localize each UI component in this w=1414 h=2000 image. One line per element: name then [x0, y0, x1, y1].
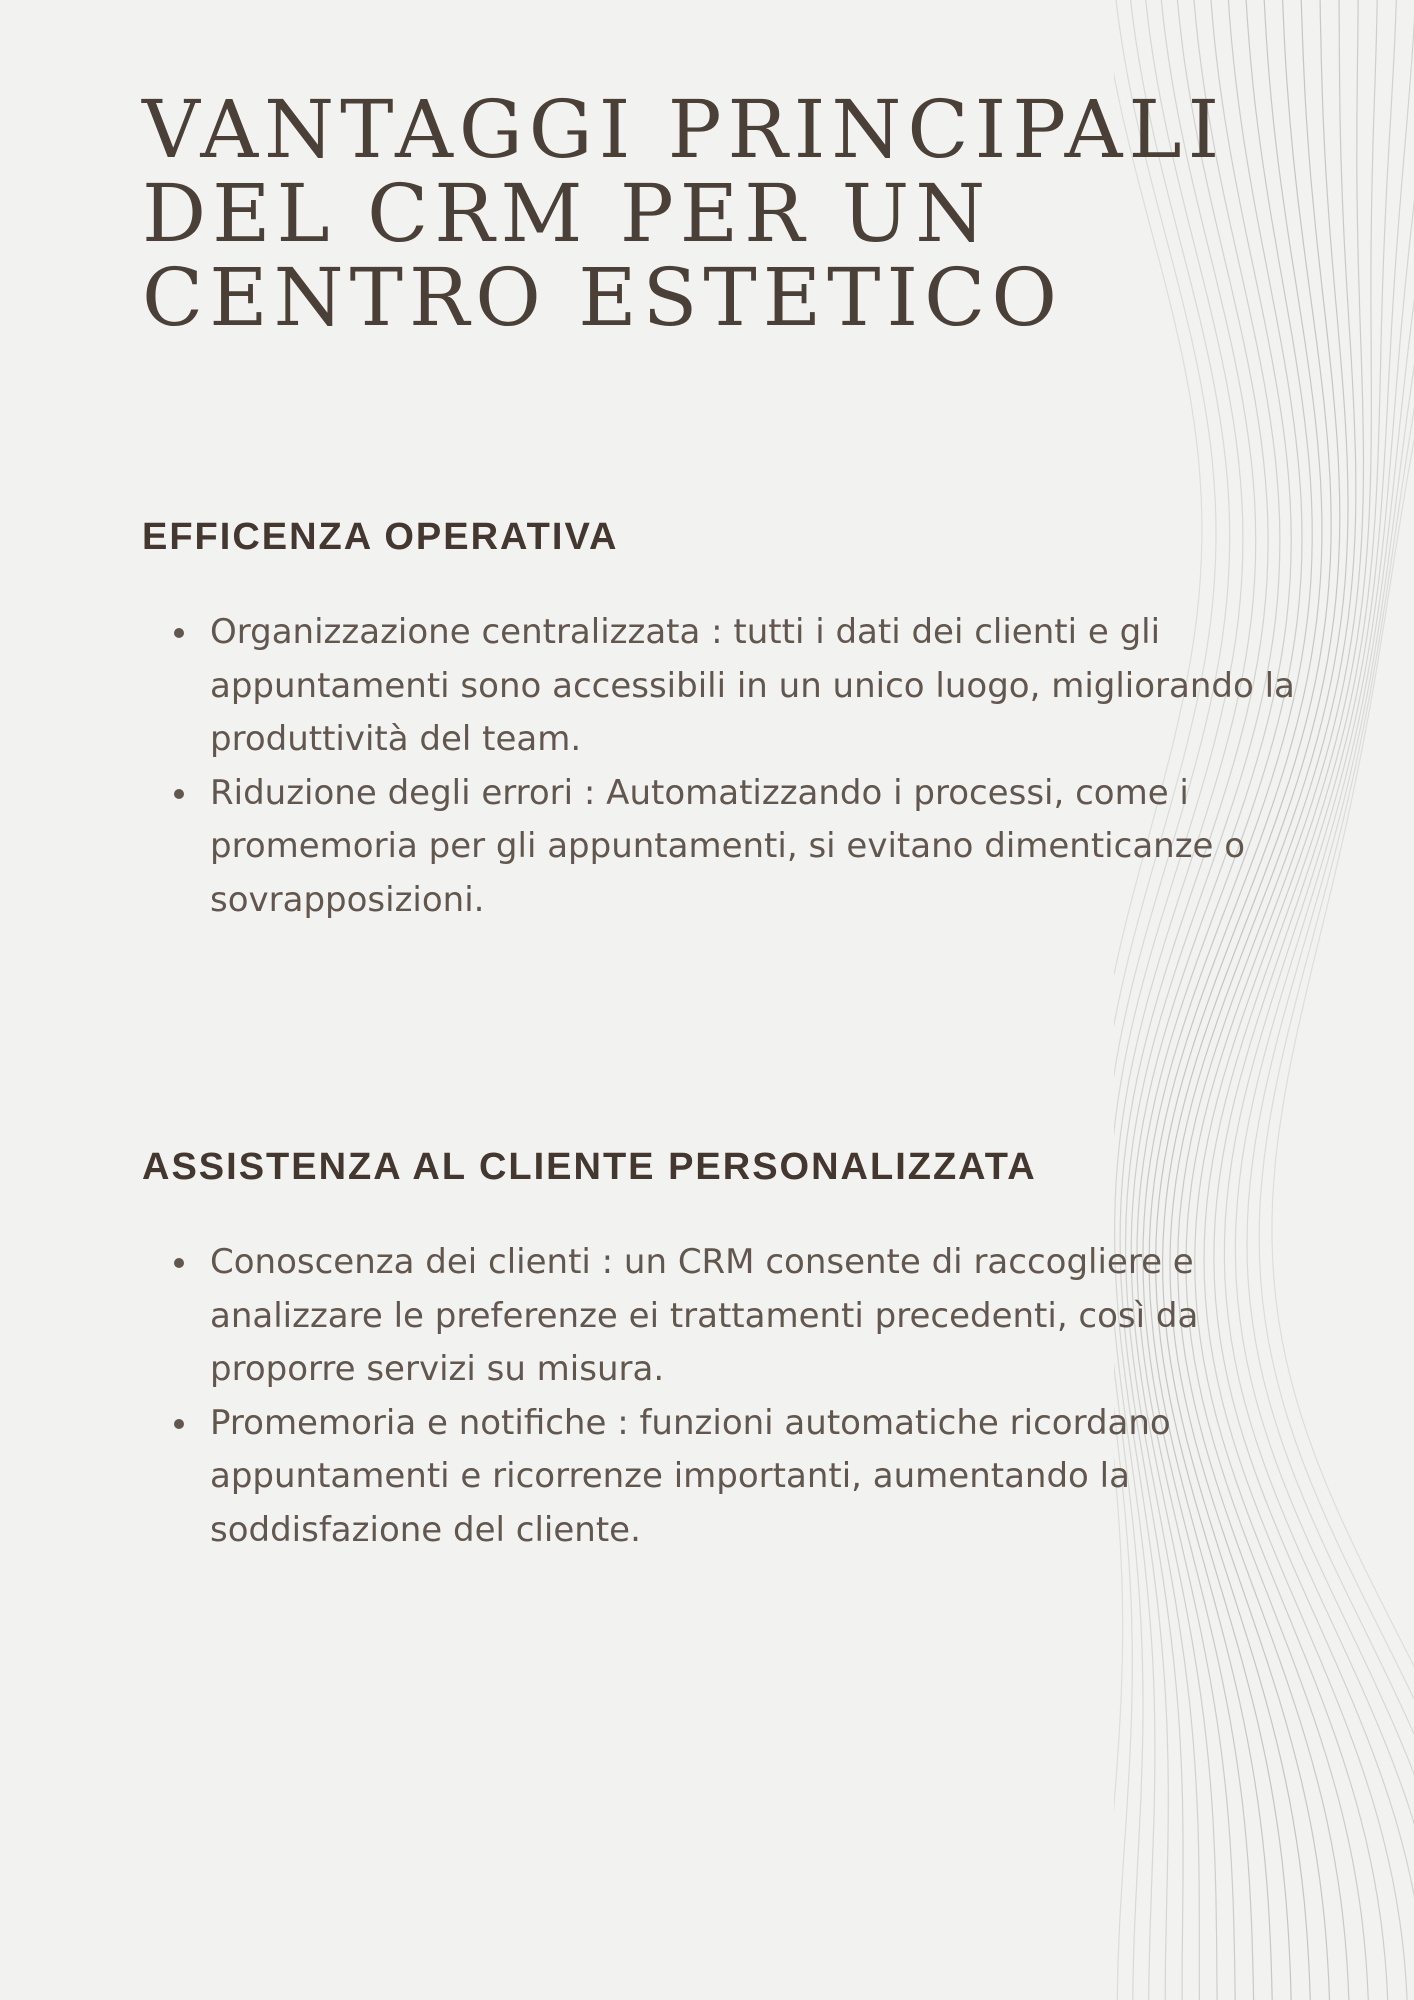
- page-title: VANTAGGI PRINCIPALI DEL CRM PER UN CENTRO ESTETICO: [142, 83, 1226, 344]
- list-item: [142, 767, 1322, 928]
- bullet-point-icon: [174, 1258, 184, 1268]
- bullet-list: [142, 1236, 1322, 1557]
- list-item-text: Conoscenza dei clienti : un CRM consente di raccogliere e analizzare le preferenze ei trattamenti precedenti, così da proporre servizi su misura.: [210, 1242, 1199, 1389]
- section-heading: EFFICENZA OPERATIVA: [142, 516, 619, 558]
- bullet-list: [142, 606, 1322, 927]
- bullet-point-icon: [174, 789, 184, 799]
- section-assistenza-cliente: [142, 1140, 1322, 1557]
- list-item-text: Promemoria e notifiche : funzioni automatiche ricordano appuntamenti e ricorrenze importanti, aumentando la soddisfazione del cliente.: [210, 1402, 1171, 1550]
- section-heading: ASSISTENZA AL CLIENTE PERSONALIZZATA: [142, 1146, 1037, 1188]
- list-item-text: Riduzione degli errori : Automatizzando i processi, come i promemoria per gli appuntamenti, si evitano dimenticanze o sovrapposizioni.: [210, 772, 1246, 920]
- wave-line: [1235, 0, 1414, 2000]
- bullet-point-icon: [174, 1419, 184, 1429]
- section-efficenza-operativa: [142, 510, 1322, 927]
- list-item: [142, 1397, 1322, 1558]
- list-item: [142, 1236, 1322, 1397]
- bullet-point-icon: [174, 628, 184, 638]
- list-item-text: Organizzazione centralizzata : tutti i dati dei clienti e gli appuntamenti sono accessibili in un unico luogo, migliorando la produttività del team.: [210, 612, 1295, 759]
- list-item: [142, 606, 1322, 767]
